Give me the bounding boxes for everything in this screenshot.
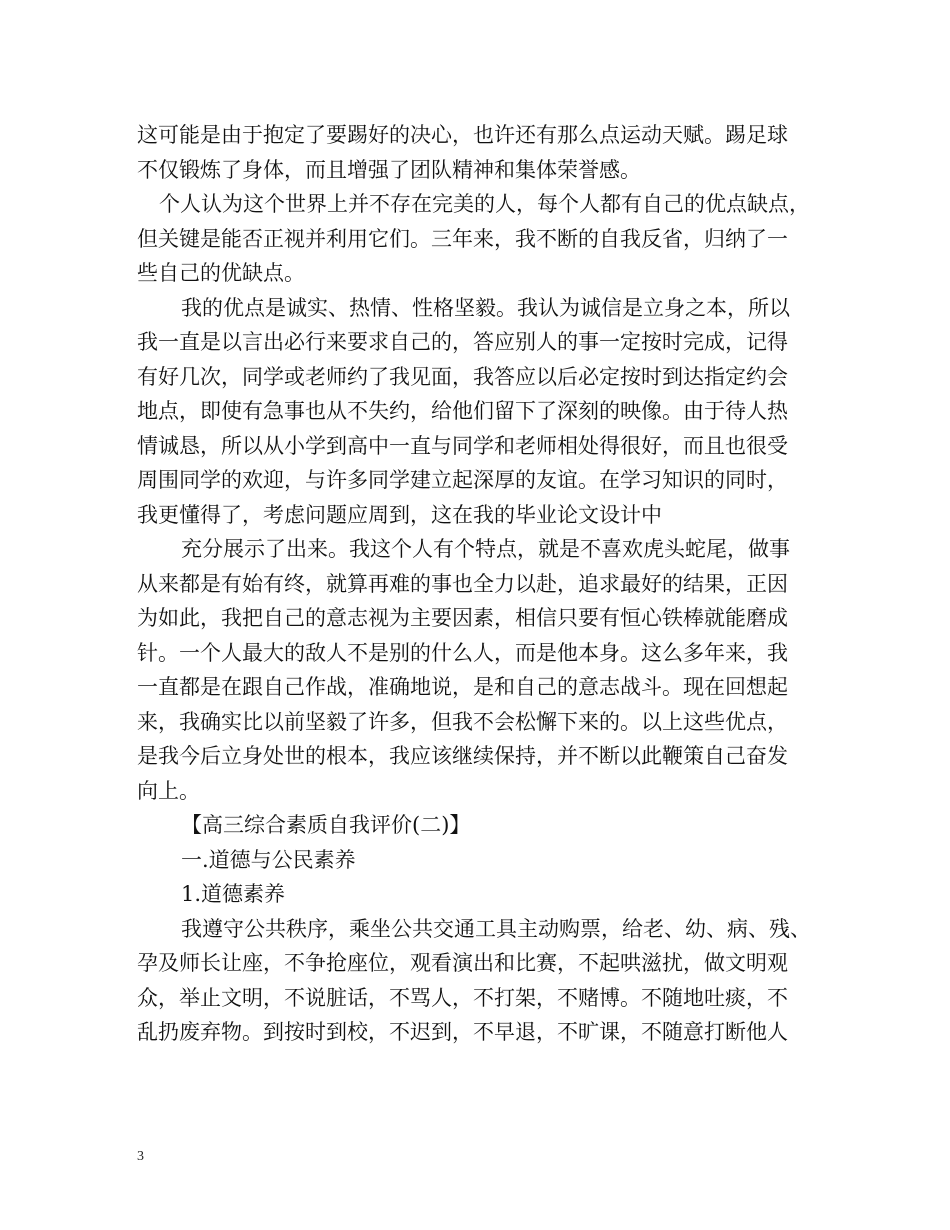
text-line: 乱扔废弃物。到按时到校，不迟到，不早退，不旷课，不随意打断他人 (137, 1020, 788, 1044)
section-heading: 【高三综合素质自我评价(二)】 (181, 813, 471, 837)
text-line: 孕及师长让座，不争抢座位，观看演出和比赛，不起哄滋扰，做文明观 (137, 951, 788, 975)
subsection-heading: 1.道德素养 (181, 882, 286, 906)
text-line: 一直都是在跟自己作战，准确地说，是和自己的意志战斗。现在回想起 (137, 675, 788, 699)
text-line: 是我今后立身处世的根本，我应该继续保持，并不断以此鞭策自己奋发 (137, 744, 788, 768)
text-line: 些自己的优缺点。 (137, 261, 305, 285)
text-line: 我遵守公共秩序，乘坐公共交通工具主动购票，给老、幼、病、残、 (181, 916, 811, 941)
text-line: 我一直是以言出必行来要求自己的，答应别人的事一定按时完成，记得 (137, 330, 788, 354)
document-body (137, 118, 827, 1050)
text-line: 充分展示了出来。我这个人有个特点，就是不喜欢虎头蛇尾，做事 (181, 537, 790, 561)
text-line: 但关键是能否正视并利用它们。三年来，我不断的自我反省，归纳了一 (137, 226, 788, 251)
text-line: 众，举止文明，不说脏话，不骂人，不打架，不赌博。不随地吐痰，不 (137, 985, 788, 1010)
text-line: 个人认为这个世界上并不存在完美的人，每个人都有自己的优点缺点， (159, 192, 810, 216)
text-line: 针。一个人最大的敌人不是别的什么人，而是他本身。这么多年来，我 (137, 640, 788, 665)
text-line: 向上。 (137, 778, 200, 803)
text-line: 为如此，我把自己的意志视为主要因素，相信只要有恒心铁棒就能磨成 (137, 606, 788, 630)
text-line: 我的优点是诚实、热情、性格坚毅。我认为诚信是立身之本，所以 (181, 295, 790, 320)
text-line: 这可能是由于抱定了要踢好的决心，也许还有那么点运动天赋。踢足球 (137, 123, 788, 147)
text-line: 来，我确实比以前坚毅了许多，但我不会松懈下来的。以上这些优点， (137, 709, 788, 734)
subsection-heading: 一.道德与公民素养 (181, 847, 356, 872)
text-line: 地点，即使有急事也从不失约，给他们留下了深刻的映像。由于待人热 (137, 399, 788, 423)
text-line: 不仅锻炼了身体，而且增强了团队精神和集体荣誉感。 (137, 157, 641, 182)
text-line: 有好几次，同学或老师约了我见面，我答应以后必定按时到达指定约会 (137, 364, 788, 389)
text-line: 我更懂得了，考虑问题应周到，这在我的毕业论文设计中 (137, 502, 662, 527)
text-line: 周围同学的欢迎，与许多同学建立起深厚的友谊。在学习知识的同时， (137, 468, 788, 492)
page-number: 3 (137, 1149, 144, 1164)
text-line: 从来都是有始有终，就算再难的事也全力以赴，追求最好的结果，正因 (137, 571, 788, 596)
text-line: 情诚恳，所以从小学到高中一直与同学和老师相处得很好，而且也很受 (137, 433, 788, 458)
